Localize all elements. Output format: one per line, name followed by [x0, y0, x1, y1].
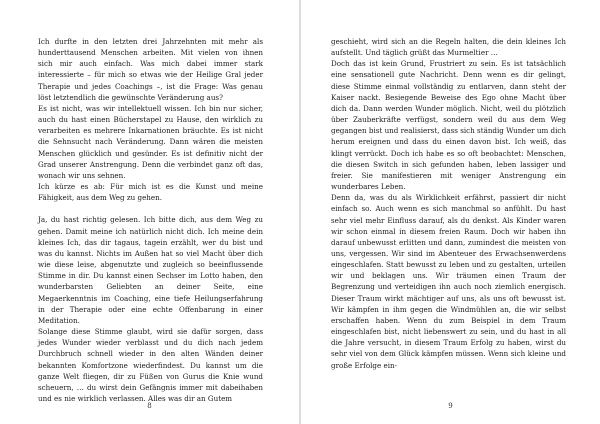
left-page — [0, 0, 299, 424]
left-paragraph-2: Es ist nicht, was wir intellektuell wissen. Ich bin nur sicher, auch du hast einen Bücherstapel zu Hause, den wirklich zu verarbeiten es mehrere Inkarnationen bräuchte. Es ist nicht die Sehnsucht nach Veränderung. Dann wären die meisten Menschen glücklich und gesünder. Es ist definitiv nicht der Grad unserer Anstrengung. Denn die verbindet ganz oft das, wonach wir uns sehnen. — [38, 103, 263, 180]
right-page — [301, 0, 600, 424]
left-page-body — [38, 36, 263, 404]
left-page-number: 8 — [147, 402, 152, 410]
left-paragraph-4: Ja, du hast richtig gelesen. Ich bitte dich, aus dem Weg zu gehen. Damit meine ich natürlich nicht dich. Ich meine dein kleines Ich, das dir tagaus, tagein erzählt, wer du bist und was du kannst. Nichts im Außen hat so viel Macht über dich wie diese leise, abgenutzte und zugleich so beeinflussende Stimme in dir. Du kannst einen Sechser im Lotto haben, den wunderbarsten Geliebten an deiner Seite, eine Megaerkenntnis im Coaching, eine tiefe Heilungserfahrung in der Therapie oder eine echte Offenbarung in einer Meditation. — [38, 215, 263, 325]
left-paragraph-5: Solange diese Stimme glaubt, wird sie dafür sorgen, dass jedes Wunder wieder verblasst und du dich nach jedem Durchbruch schnell wieder in den alten Wänden deiner bekannten Komfortzone wiederfindest. Du kannst um die ganze Welt fliegen, dir zu Füßen von Gurus die Knie wund scheuern, … du wirst dein Gefängnis immer mit dabeihaben und es nie wirklich verlassen. Alles was dir an Gutem — [38, 327, 263, 403]
right-paragraph-1: geschieht, wird sich an die Regeln halten, die dein kleines Ich aufstellt. Und täglich grüßt das Murmeltier … — [331, 37, 566, 58]
right-page-number: 9 — [448, 402, 453, 410]
left-paragraph-3: Ich kürze es ab: Für mich ist es die Kunst und meine Fähigkeit, aus dem Weg zu gehen. — [38, 182, 263, 203]
left-paragraph-1: Ich durfte in den letzten drei Jahrzehnten mit mehr als hunderttausend Menschen arbeiten. Mit vielen von ihnen sich mir auch einfach. Was mich dabei immer stark interessierte – für mich so etwas wie der Heilige Gral jeder Therapie und jedes Coachings –, ist die Frage: Was genau löst letztendlich die gewünschte Veränderung aus? — [38, 37, 263, 102]
right-paragraph-3: Denn da, was du als Wirklichkeit erfährst, passiert dir nicht einfach so. Auch wenn es sich manchmal so anfühlt. Du hast sehr viel mehr Einfluss darauf, als du denkst. Als Kinder waren wir schon einmal in diesem freien Raum. Doch wir haben ihn darauf unbewusst erlitten und dann, zumindest die meisten von uns, vergessen. Wir sind im Abenteuer des Erwachsenwerdens eingeschlafen. Statt bewusst zu leben und zu gestalten, urteilen wir und beklagen uns. Wir träumen einen Traum der Begrenzung und verteidigen ihn auch noch ziemlich energisch. Dieser Traum wirkt mächtiger auf uns, als uns oft bewusst ist. Wir kämpfen in ihm gegen die Windmühlen an, die wir selbst erschaffen haben. Wenn du zum Beispiel in dem Traum eingeschlafen bist, nicht liebenswert zu sein, und du hast in all die Jahre versucht, in diesem Traum Erfolg zu haben, wirst du sehr viel von dem Glück kämpfen müssen. Wenn sich kleine und große Erfolge ein- — [331, 193, 566, 370]
right-paragraph-2: Doch das ist kein Grund, Frustriert zu sein. Es ist tatsächlich eine sensationell gute Nachricht. Denn wenn es dir gelingt, diese Stimme einmal vollständig zu entlarven, dann steht der Kaiser nackt. Besiegende Beweise des Ego ohne Macht über dich da. Dann werden Wunder möglich. Nicht, weil du plötzlich über Zauberkräfte verfügst, sondern weil du aus dem Weg gegangen bist und realisierst, dass sich ständig Wunder um dich herum ereignen und dass du einen davon bist. Ich weiß, das klingt verrückt. Doch ich habe es so oft beobachtet: Menschen, die diesen Switch in sich gefunden haben, leben lassiger und freier. Sie manifestieren mit weniger Anstrengung ein wunderbares Leben. — [331, 59, 566, 192]
right-page-body — [331, 36, 566, 371]
